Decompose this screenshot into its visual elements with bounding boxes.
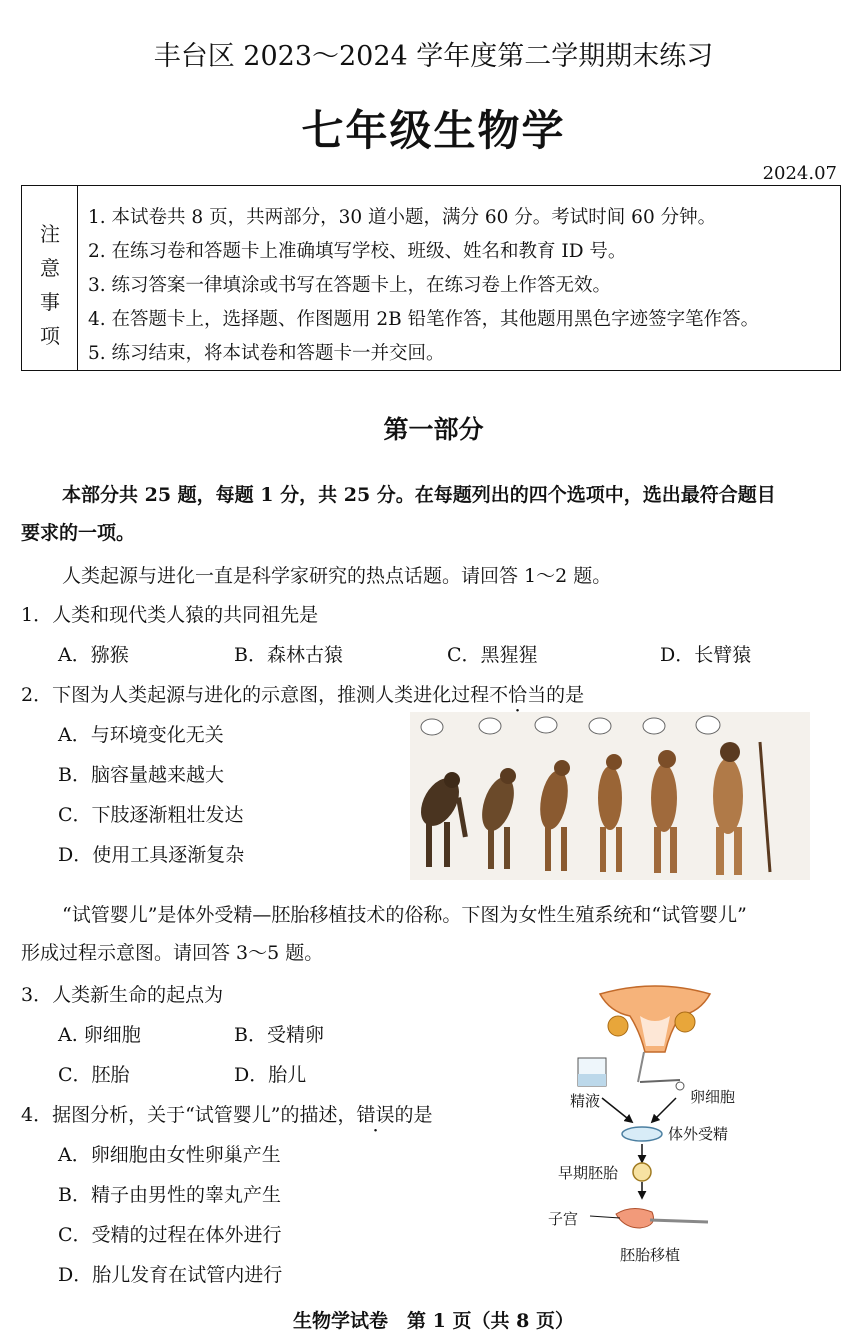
notice-label <box>22 186 78 370</box>
page-footer: 生物学试卷 第 1 页（共 8 页） <box>293 1310 574 1332</box>
notice-label-char: 事 <box>40 290 60 314</box>
q2-option-b[interactable]: B．脑容量越来越大 <box>58 764 224 786</box>
label-early-embryo: 早期胚胎 <box>558 1164 619 1182</box>
notice-box <box>21 185 841 371</box>
q4-option-c[interactable]: C．受精的过程在体外进行 <box>58 1224 282 1246</box>
q4-option-d[interactable]: D．胎儿发育在试管内进行 <box>58 1264 283 1286</box>
q3-option-c[interactable]: C．胚胎 <box>58 1064 130 1086</box>
q4-stem-text-end: 的是 <box>394 1104 433 1126</box>
label-egg: 卵细胞 <box>690 1088 736 1106</box>
q1-option-c[interactable]: C．黑猩猩 <box>447 644 538 666</box>
notice-label-char: 注 <box>40 222 60 246</box>
q2-stem-text-end: 的是 <box>546 684 585 706</box>
transfer-catheter <box>650 1220 708 1222</box>
q3-option-d[interactable]: D．胎儿 <box>234 1064 307 1086</box>
q3-option-b[interactable]: B．受精卵 <box>234 1024 324 1046</box>
question-2-stem <box>21 680 584 707</box>
human-evolution-figure <box>410 712 810 880</box>
petri-dish-icon <box>622 1127 662 1141</box>
notice-item: 5. 练习结束，将本试卷和答题卡一并交回。 <box>88 343 445 364</box>
label-sperm: 精液 <box>570 1092 601 1110</box>
q2-stem-text: 2．下图为人类起源与进化的示意图，推测人类进化过程 <box>21 684 490 706</box>
label-fertilization: 体外受精 <box>668 1125 729 1143</box>
egg-cell-icon <box>676 1082 684 1090</box>
notice-item: 1. 本试卷共 8 页，共两部分，30 道小题，满分 60 分。考试时间 60 分钟。 <box>88 207 717 228</box>
ovary-left <box>608 1016 628 1036</box>
label-uterus: 子宫 <box>548 1210 579 1228</box>
notice-item: 4. 在答题卡上，选择题、作图题用 2B 铅笔作答，其他题用黑色字迹签字笔作答。 <box>88 309 760 330</box>
q4-option-a[interactable]: A．卵细胞由女性卵巢产生 <box>58 1144 281 1166</box>
q4-option-b[interactable]: B．精子由男性的睾丸产生 <box>58 1184 281 1206</box>
exam-title: 丰台区 2023～2024 学年度第二学期期末练习 <box>153 41 714 72</box>
notice-label-char: 意 <box>40 256 60 280</box>
early-embryo-icon <box>633 1163 651 1181</box>
notice-item: 2. 在练习卷和答题卡上准确填写学校、班级、姓名和教育 ID 号。 <box>88 241 627 262</box>
q1-option-a[interactable]: A．猕猴 <box>58 644 129 666</box>
ovary-right <box>675 1012 695 1032</box>
q3-option-a[interactable]: A. 卵细胞 <box>58 1024 141 1046</box>
uterus-transfer-shape <box>616 1208 654 1228</box>
q1-option-b[interactable]: B．森林古猿 <box>234 644 343 666</box>
context-text: 形成过程示意图。请回答 3～5 题。 <box>21 942 324 964</box>
ivf-figure <box>540 982 770 1272</box>
notice-item: 3. 练习答案一律填涂或书写在答题卡上，在练习卷上作答无效。 <box>88 275 612 296</box>
instruction-line: 要求的一项。 <box>21 522 136 544</box>
question-4-stem <box>21 1100 433 1127</box>
q2-option-a[interactable]: A．与环境变化无关 <box>58 724 224 746</box>
q2-option-c[interactable]: C．下肢逐渐粗壮发达 <box>58 804 244 826</box>
exam-date: 2024.07 <box>762 163 837 184</box>
instruction-line: 本部分共 25 题，每题 1 分，共 25 分。在每题列出的四个选项中，选出最符合题目 <box>62 484 776 506</box>
subject-title: 七年级生物学 <box>301 106 566 155</box>
q4-stem-text: 4．据图分析，关于“试管婴儿”的描述， <box>21 1104 357 1126</box>
question-1-stem: 1．人类和现代类人猿的共同祖先是 <box>21 604 319 626</box>
part-title: 第一部分 <box>383 415 484 444</box>
question-3-stem: 3．人类新生命的起点为 <box>21 984 224 1006</box>
q4-stem-emphasis: 错误 <box>356 1104 395 1126</box>
notice-label-char: 项 <box>40 324 60 348</box>
q2-option-d[interactable]: D．使用工具逐渐复杂 <box>58 844 245 866</box>
label-transfer: 胚胎移植 <box>620 1246 681 1264</box>
q1-option-d[interactable]: D．长臂猿 <box>660 644 752 666</box>
context-text: “试管婴儿”是体外受精—胚胎移植技术的俗称。下图为女性生殖系统和“试管婴儿” <box>62 904 747 926</box>
q2-stem-emphasis: 不恰当 <box>489 684 547 706</box>
context-text: 人类起源与进化一直是科学家研究的热点话题。请回答 1～2 题。 <box>62 565 612 587</box>
